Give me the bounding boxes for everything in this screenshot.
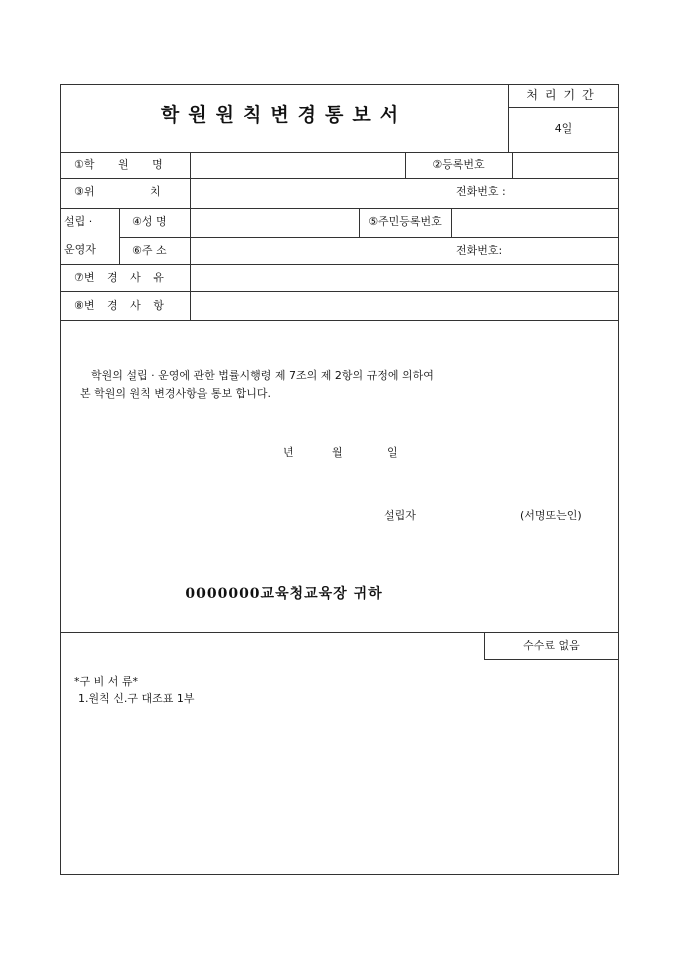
founder-name-field[interactable] xyxy=(191,209,359,237)
change-items-field[interactable] xyxy=(191,292,618,320)
fee-label: 수수료 없음 xyxy=(523,639,580,652)
academy-name-label xyxy=(74,158,178,172)
change-items-label xyxy=(74,299,164,313)
date-year: 년 xyxy=(283,446,294,459)
academy-name-text: ①학 원 명 xyxy=(74,158,163,171)
registration-number-label: ②등록번호 xyxy=(432,158,485,171)
documents-item: 1.원칙 신.구 대조표 1부 xyxy=(78,692,195,705)
date-day: 일 xyxy=(387,446,398,459)
location-phone-label: 전화번호 : xyxy=(456,185,506,198)
period-divider xyxy=(508,107,619,108)
founder-group-line-1: 설립 · xyxy=(64,215,93,228)
founder-rrn-field[interactable] xyxy=(452,209,618,237)
row-line-8 xyxy=(60,632,619,633)
founder-address-label: ⑥주 소 xyxy=(132,244,167,257)
recipient-line: 0000000교육청교육장 귀하 xyxy=(185,586,383,602)
date-month: 월 xyxy=(332,446,343,459)
founder-group-divider xyxy=(119,208,120,264)
documents-heading: *구 비 서 류* xyxy=(74,675,138,688)
statement-line-2: 본 학원의 원칙 변경사항을 통보 합니다. xyxy=(80,387,271,400)
founder-group-line-2: 운영자 xyxy=(64,243,96,256)
row-line-9 xyxy=(484,659,619,660)
academy-name-field[interactable] xyxy=(191,153,405,178)
change-items-text: ⑧변 경 사 항 xyxy=(74,299,164,312)
statement-line-1: 학원의 설립 · 운영에 관한 법률시행령 제 7조의 제 2항의 규정에 의하여 xyxy=(91,369,434,382)
processing-period-label: 처리기간 xyxy=(526,88,601,102)
processing-period-value: 4일 xyxy=(554,122,573,135)
location-label xyxy=(74,185,178,199)
location-field[interactable] xyxy=(191,179,451,208)
change-reason-text: ⑦변 경 사 유 xyxy=(74,271,164,284)
founder-phone-label: 전화번호: xyxy=(456,244,503,257)
form-title: 학원원칙변경통보서 xyxy=(160,104,408,126)
founder-name-label: ④성 명 xyxy=(132,215,167,228)
location-text: ③위 치 xyxy=(74,185,161,198)
row-line-7 xyxy=(60,320,619,321)
signature-or-seal-label: (서명또는인) xyxy=(520,509,582,522)
founder-address-field[interactable] xyxy=(191,238,451,264)
founder-rrn-label: ⑤주민등록번호 xyxy=(368,215,442,228)
founder-signature-label: 설립자 xyxy=(384,509,416,522)
change-reason-field[interactable] xyxy=(191,265,618,291)
change-reason-label xyxy=(74,271,164,285)
registration-number-field[interactable] xyxy=(513,153,618,178)
